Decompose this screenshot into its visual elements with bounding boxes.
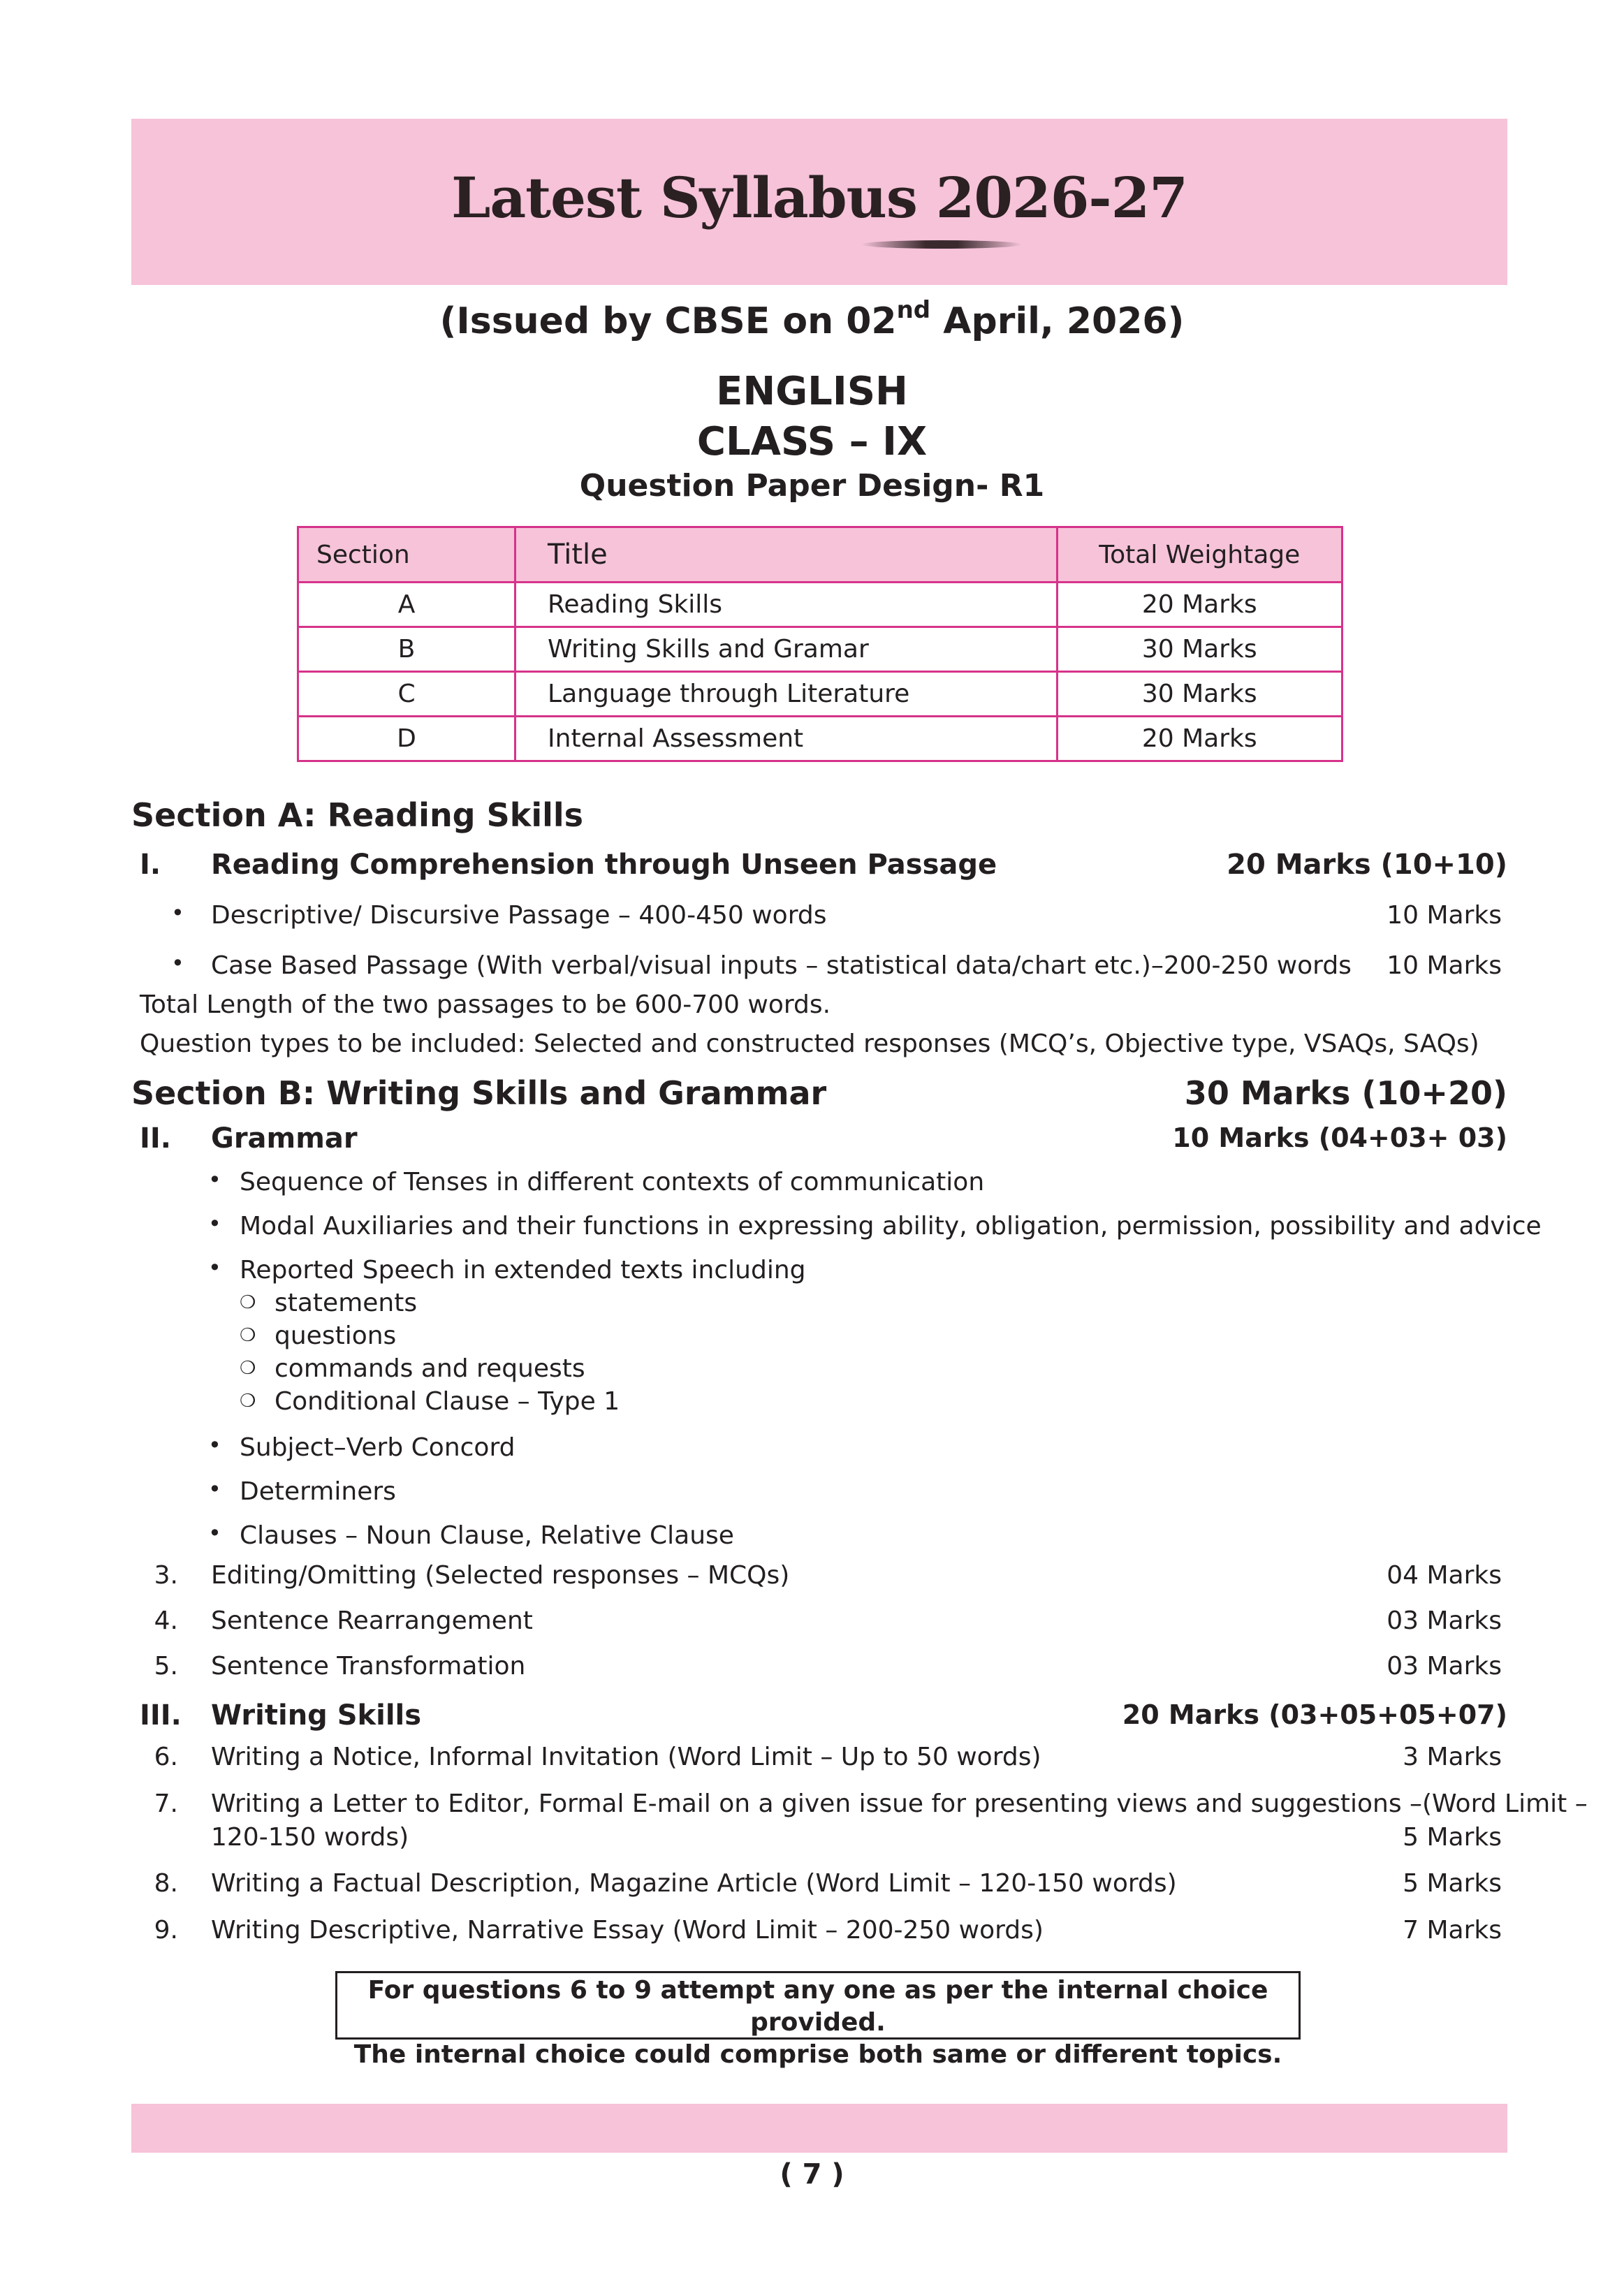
section-a-item-marks: 20 Marks (10+10) (1227, 849, 1507, 881)
table-cell-title: Internal Assessment (515, 717, 1058, 761)
writing-title: Writing Skills (211, 1699, 422, 1732)
writing-item-marks: 5 Marks (1403, 1869, 1502, 1898)
writing-item-number: 9. (154, 1916, 178, 1945)
writing-item-number: 7. (154, 1789, 178, 1818)
bullet-dot: • (208, 1476, 221, 1502)
bullet-dot: • (208, 1432, 221, 1458)
circle-bullet-icon: ❍ (240, 1292, 256, 1313)
table-cell-section: D (298, 717, 515, 761)
section-a-bullet-marks: 10 Marks (1387, 951, 1502, 980)
writing-item-text: Writing a Letter to Editor, Formal E-mail on a given issue for presenting views and suggestions –(Word Limit – (211, 1789, 1588, 1818)
table-cell-title: Language through Literature (515, 672, 1058, 717)
grammar-bullet-text: Clauses – Noun Clause, Relative Clause (240, 1521, 734, 1550)
grammar-item-marks: 04 Marks (1387, 1561, 1502, 1590)
grammar-item-number: 4. (154, 1606, 178, 1635)
writing-item-number: 6. (154, 1743, 178, 1771)
grammar-sub-bullet: Conditional Clause – Type 1 (275, 1387, 620, 1416)
grammar-sub-bullet: statements (275, 1289, 418, 1317)
writing-item-text-continued: 120-150 words) (211, 1823, 409, 1852)
grammar-bullet-text: Subject–Verb Concord (240, 1433, 515, 1462)
grammar-item-number: 5. (154, 1652, 178, 1681)
table-row (298, 627, 1343, 672)
circle-bullet-icon: ❍ (240, 1358, 256, 1379)
bullet-dot: • (208, 1210, 221, 1237)
grammar-item-text: Editing/Omitting (Selected responses – MCQs) (211, 1561, 790, 1590)
table-row (298, 583, 1343, 627)
column-header-weightage: Total Weightage (1057, 527, 1342, 583)
subject-heading: ENGLISH (716, 369, 908, 414)
section-b-heading-marks: 30 Marks (10+20) (1184, 1074, 1507, 1112)
section-a-note: Total Length of the two passages to be 600-700 words. (140, 990, 831, 1019)
table-row (298, 717, 1343, 761)
issued-line (0, 296, 1624, 342)
table-cell-section: C (298, 672, 515, 717)
table-cell-weightage: 30 Marks (1057, 672, 1342, 717)
grammar-item-marks: 03 Marks (1387, 1652, 1502, 1681)
writing-marks: 20 Marks (03+05+05+07) (1122, 1699, 1507, 1730)
issued-suffix: April, 2026) (930, 300, 1185, 342)
grammar-item-text: Sentence Transformation (211, 1652, 526, 1681)
table-cell-title: Writing Skills and Gramar (515, 627, 1058, 672)
section-a-bullet-text: Case Based Passage (With verbal/visual inputs – statistical data/chart etc.)–200-250 words (211, 951, 1352, 980)
writing-item-text: Writing Descriptive, Narrative Essay (Word Limit – 200-250 words) (211, 1916, 1044, 1945)
title-underline-decoration (861, 240, 1022, 249)
section-a-heading: Section A: Reading Skills (131, 796, 584, 834)
writing-item-text: Writing a Factual Description, Magazine Article (Word Limit – 120-150 words) (211, 1869, 1177, 1898)
table-row (298, 672, 1343, 717)
grammar-bullet-text: Determiners (240, 1477, 396, 1506)
writing-item-text: Writing a Notice, Informal Invitation (Word Limit – Up to 50 words) (211, 1743, 1041, 1771)
footer-band (131, 2104, 1507, 2153)
section-a-bullet-marks: 10 Marks (1387, 901, 1502, 930)
table-cell-section: B (298, 627, 515, 672)
table-cell-weightage: 30 Marks (1057, 627, 1342, 672)
circle-bullet-icon: ❍ (240, 1391, 256, 1412)
table-cell-section: A (298, 583, 515, 627)
writing-item-marks: 7 Marks (1403, 1916, 1502, 1945)
grammar-bullet-text: Reported Speech in extended texts including (240, 1256, 806, 1284)
note-line: The internal choice could comprise both same or different topics. (353, 2040, 1282, 2069)
section-a-bullet-text: Descriptive/ Discursive Passage – 400-450 words (211, 901, 827, 930)
section-b-heading: Section B: Writing Skills and Grammar (131, 1074, 827, 1112)
table-cell-weightage: 20 Marks (1057, 583, 1342, 627)
note-line: For questions 6 to 9 attempt any one as per the internal choice provided. (367, 1976, 1268, 2037)
internal-choice-note (335, 1971, 1301, 2069)
bullet-dot: • (208, 1254, 221, 1281)
section-a-item-title: Reading Comprehension through Unseen Passage (211, 849, 997, 881)
page-number: ( 7 ) (780, 2158, 844, 2190)
grammar-sub-bullet: questions (275, 1322, 397, 1350)
grammar-title: Grammar (211, 1122, 358, 1155)
grammar-marks: 10 Marks (04+03+ 03) (1172, 1122, 1507, 1153)
class-heading: CLASS – IX (696, 419, 928, 464)
writing-number: III. (140, 1699, 182, 1732)
title-banner (131, 119, 1507, 285)
bullet-dot: • (208, 1166, 221, 1193)
section-a-item-number: I. (140, 849, 161, 881)
question-paper-design-table (297, 526, 1343, 762)
issued-superscript: nd (896, 296, 931, 324)
circle-bullet-icon: ❍ (240, 1325, 256, 1346)
column-header-section: Section (298, 527, 515, 583)
grammar-bullet-text: Sequence of Tenses in different contexts of communication (240, 1168, 985, 1196)
grammar-number: II. (140, 1122, 171, 1155)
writing-item-marks: 5 Marks (1403, 1823, 1502, 1852)
table-header-row (298, 527, 1343, 583)
grammar-item-marks: 03 Marks (1387, 1606, 1502, 1635)
table-cell-weightage: 20 Marks (1057, 717, 1342, 761)
writing-item-number: 8. (154, 1869, 178, 1898)
grammar-item-text: Sentence Rearrangement (211, 1606, 533, 1635)
page-title: Latest Syllabus 2026-27 (451, 165, 1187, 230)
bullet-dot: • (208, 1520, 221, 1546)
table-cell-title: Reading Skills (515, 583, 1058, 627)
writing-item-marks: 3 Marks (1403, 1743, 1502, 1771)
bullet-dot: • (171, 900, 184, 926)
grammar-sub-bullet: commands and requests (275, 1354, 585, 1383)
design-heading: Question Paper Design- R1 (579, 468, 1045, 504)
grammar-bullet-text: Modal Auxiliaries and their functions in expressing ability, obligation, permission, possibility and advice (240, 1212, 1542, 1240)
grammar-item-number: 3. (154, 1561, 178, 1590)
section-a-note: Question types to be included: Selected and constructed responses (MCQ’s, Objective type, VSAQs, SAQs) (140, 1030, 1479, 1058)
column-header-title: Title (515, 527, 1058, 583)
issued-prefix: (Issued by CBSE on 02 (439, 300, 897, 342)
bullet-dot: • (171, 950, 184, 976)
